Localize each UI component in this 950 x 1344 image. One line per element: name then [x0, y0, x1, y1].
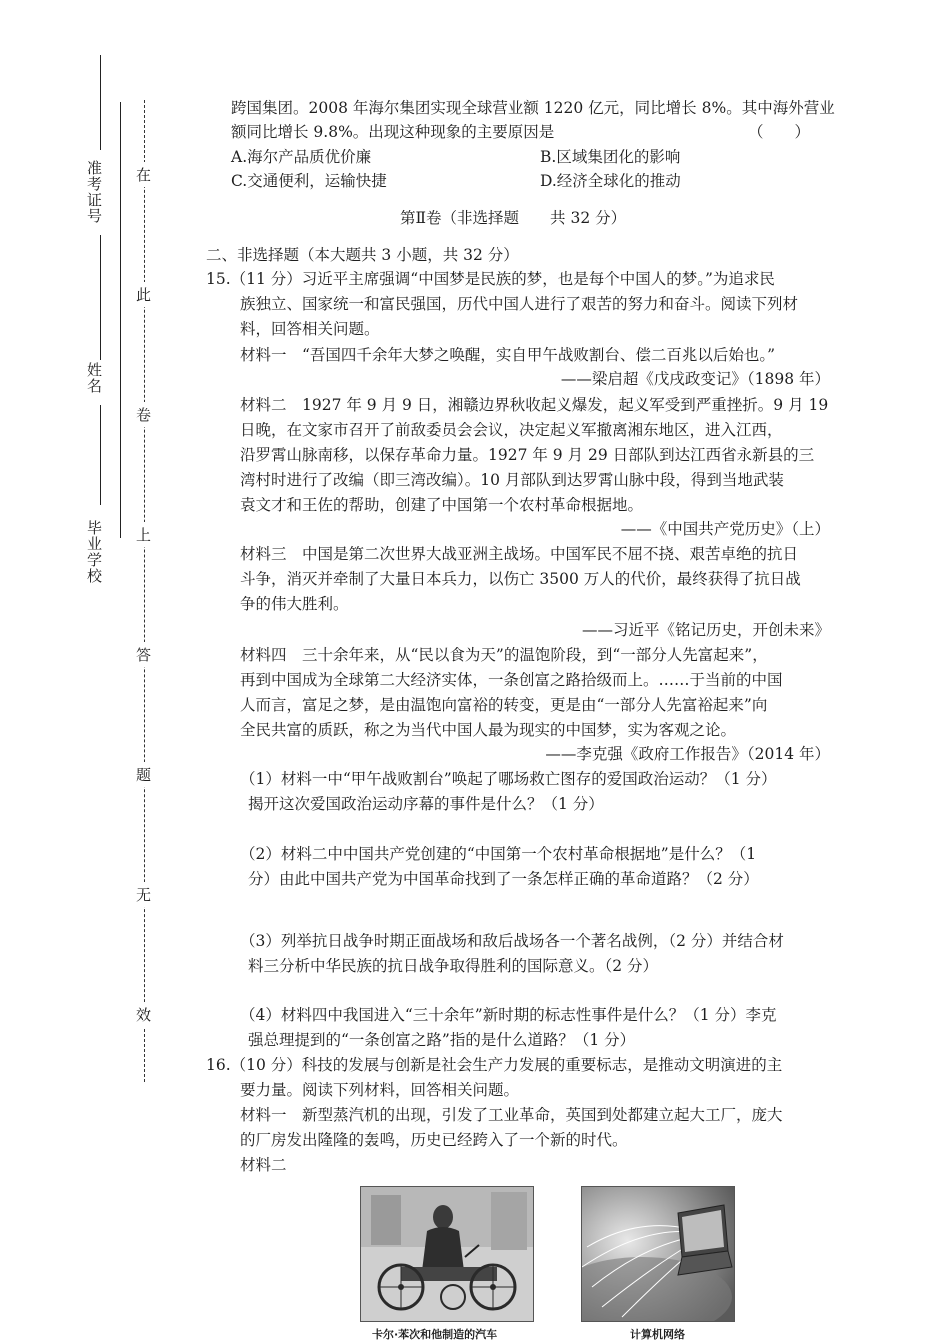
q15-material2-line3: 沿罗霄山脉南移，以保存革命力量。1927 年 9 月 29 日部队到达江西省永新县的三 — [240, 446, 815, 464]
seal-char: 答 — [136, 642, 151, 667]
computer-network-illustration — [582, 1187, 734, 1321]
seal-dashed-line — [144, 100, 145, 1082]
section-heading: 二、非选择题（本大题共 3 小题，共 32 分） — [206, 246, 519, 264]
q15-intro-line2: 族独立、国家统一和富民强国，历代中国人进行了艰苦的努力和奋斗。阅读下列材 — [240, 295, 799, 313]
school-label: 毕业学校 — [85, 520, 103, 584]
q15-material4-line4: 全民共富的质跃，称之为当代中国人最为现实的中国梦，实为客观之论。 — [240, 721, 737, 739]
q15-sub1-line2: 揭开这次爱国政治运动序幕的事件是什么？（1 分） — [248, 795, 604, 813]
q15-material2-line1: 材料二 1927 年 9 月 9 日，湘赣边界秋收起义爆发，起义军受到严重挫折。9 月 19 — [240, 396, 829, 414]
q15-material1: 材料一 “吾国四千余年大梦之唤醒，实自甲午战败割台、偿二百兆以后始也。” — [240, 346, 776, 364]
part2-title: 第Ⅱ卷（非选择题 共 32 分） — [400, 209, 627, 227]
q15-sub2-line1: （2）材料二中中国共产党创建的“中国第一个农村革命根据地”是什么？（1 — [240, 845, 757, 863]
benz-car-photo — [360, 1186, 534, 1322]
q15-sub1-line1: （1）材料一中“甲午战败割台”唤起了哪场救亡图存的爱国政治运动？（1 分） — [240, 770, 777, 788]
q15-sub3-line2: 料三分析中华民族的抗日战争取得胜利的国际意义。（2 分） — [248, 957, 659, 975]
binding-line-exam-id — [100, 235, 101, 360]
q15-material3-line2: 斗争，消灭并牵制了大量日本兵力，以伤亡 3500 万人的代价，最终获得了抗日战 — [240, 570, 801, 588]
seal-char: 此 — [136, 282, 151, 307]
q15-sub4-line2: 强总理提到的“一条创富之路”指的是什么道路？（1 分） — [248, 1031, 636, 1049]
q14-answer-bracket: （ ） — [748, 123, 811, 141]
q15-material3-line3: 争的伟大胜利。 — [240, 595, 349, 613]
binding-line-inner — [120, 102, 121, 538]
q15-material3-line1: 材料三 中国是第二次世界大战亚洲主战场。中国军民不屈不挠、艰苦卓绝的抗日 — [240, 545, 799, 563]
seal-char: 效 — [136, 1002, 151, 1027]
q14-option-b: B.区域集团化的影响 — [540, 148, 681, 166]
seal-char: 上 — [136, 522, 151, 547]
q16-intro-line2: 要力量。阅读下列材料，回答相关问题。 — [240, 1081, 520, 1099]
q15-material3-source: ——习近平《铭记历史，开创未来》 — [581, 621, 830, 639]
seal-char: 无 — [136, 882, 151, 907]
q14-option-d: D.经济全球化的推动 — [540, 172, 681, 190]
q16-material2-label: 材料二 — [240, 1156, 287, 1174]
q15-sub3-line1: （3）列举抗日战争时期正面战场和敌后战场各一个著名战例，（2 分）并结合材 — [240, 932, 784, 950]
benz-car-caption: 卡尔·苯次和他制造的汽车 — [372, 1328, 498, 1341]
q15-intro-line3: 料，回答相关问题。 — [240, 320, 380, 338]
q15-material4-line3: 人而言，富足之梦，是由温饱向富裕的转变，更是由“一部分人先富裕起来”向 — [240, 696, 768, 714]
exam-id-label: 准考证号 — [85, 160, 103, 224]
seal-char: 题 — [136, 762, 151, 787]
computer-network-photo — [581, 1186, 735, 1322]
q16-material1-line1: 材料一 新型蒸汽机的出现，引发了工业革命，英国到处都建立起大工厂，庞大 — [240, 1106, 783, 1124]
q16-intro-line1: 16.（10 分）科技的发展与创新是社会生产力发展的重要标志，是推动文明演进的主 — [206, 1056, 783, 1074]
name-label: 姓名 — [85, 362, 103, 394]
q15-material1-source: ——梁启超《戊戌政变记》（1898 年） — [560, 370, 830, 388]
benz-car-illustration — [361, 1187, 533, 1321]
q16-material1-line2: 的厂房发出隆隆的轰鸣，历史已经跨入了一个新的时代。 — [240, 1131, 628, 1149]
q15-material2-source: ——《中国共产党历史》（上） — [620, 520, 830, 538]
q15-material4-line1: 材料四 三十余年来，从“民以食为天”的温饱阶段，到“一部分人先富起来”， — [240, 646, 768, 664]
binding-line-name — [100, 405, 101, 505]
seal-char: 在 — [136, 162, 151, 187]
q15-intro-line1: 15.（11 分）习近平主席强调“中国梦是民族的梦，也是每个中国人的梦。”为追求民 — [206, 270, 775, 288]
computer-network-caption: 计算机网络 — [630, 1328, 685, 1341]
q14-option-c: C.交通便利，运输快捷 — [231, 172, 387, 190]
q14-text-line1: 跨国集团。2008 年海尔集团实现全球营业额 1220 亿元，同比增长 8%。其中海外营业 — [231, 99, 835, 117]
q14-text-line2: 额同比增长 9.8%。出现这种现象的主要原因是 — [231, 123, 555, 141]
q15-material4-source: ——李克强《政府工作报告》（2014 年） — [545, 745, 830, 763]
q15-sub2-line2: 分）由此中国共产党为中国革命找到了一条怎样正确的革命道路？（2 分） — [248, 870, 759, 888]
q15-material2-line5: 袁文才和王佐的帮助，创建了中国第一个农村革命根据地。 — [240, 496, 644, 514]
q15-material2-line2: 日晚，在文家市召开了前敌委员会会议，决定起义军撤离湘东地区，进入江西， — [240, 421, 783, 439]
q14-option-a: A.海尔产品质优价廉 — [231, 148, 372, 166]
binding-line-top — [100, 55, 101, 150]
seal-char: 卷 — [136, 402, 151, 427]
q15-material2-line4: 湾村时进行了改编（即三湾改编）。10 月部队到达罗霄山脉中段，得到当地武装 — [240, 471, 784, 489]
q15-sub4-line1: （4）材料四中我国进入“三十余年”新时期的标志性事件是什么？（1 分）李克 — [240, 1006, 777, 1024]
q15-material4-line2: 再到中国成为全球第二大经济实体，一条创富之路拾级而上。……于当前的中国 — [240, 671, 783, 689]
